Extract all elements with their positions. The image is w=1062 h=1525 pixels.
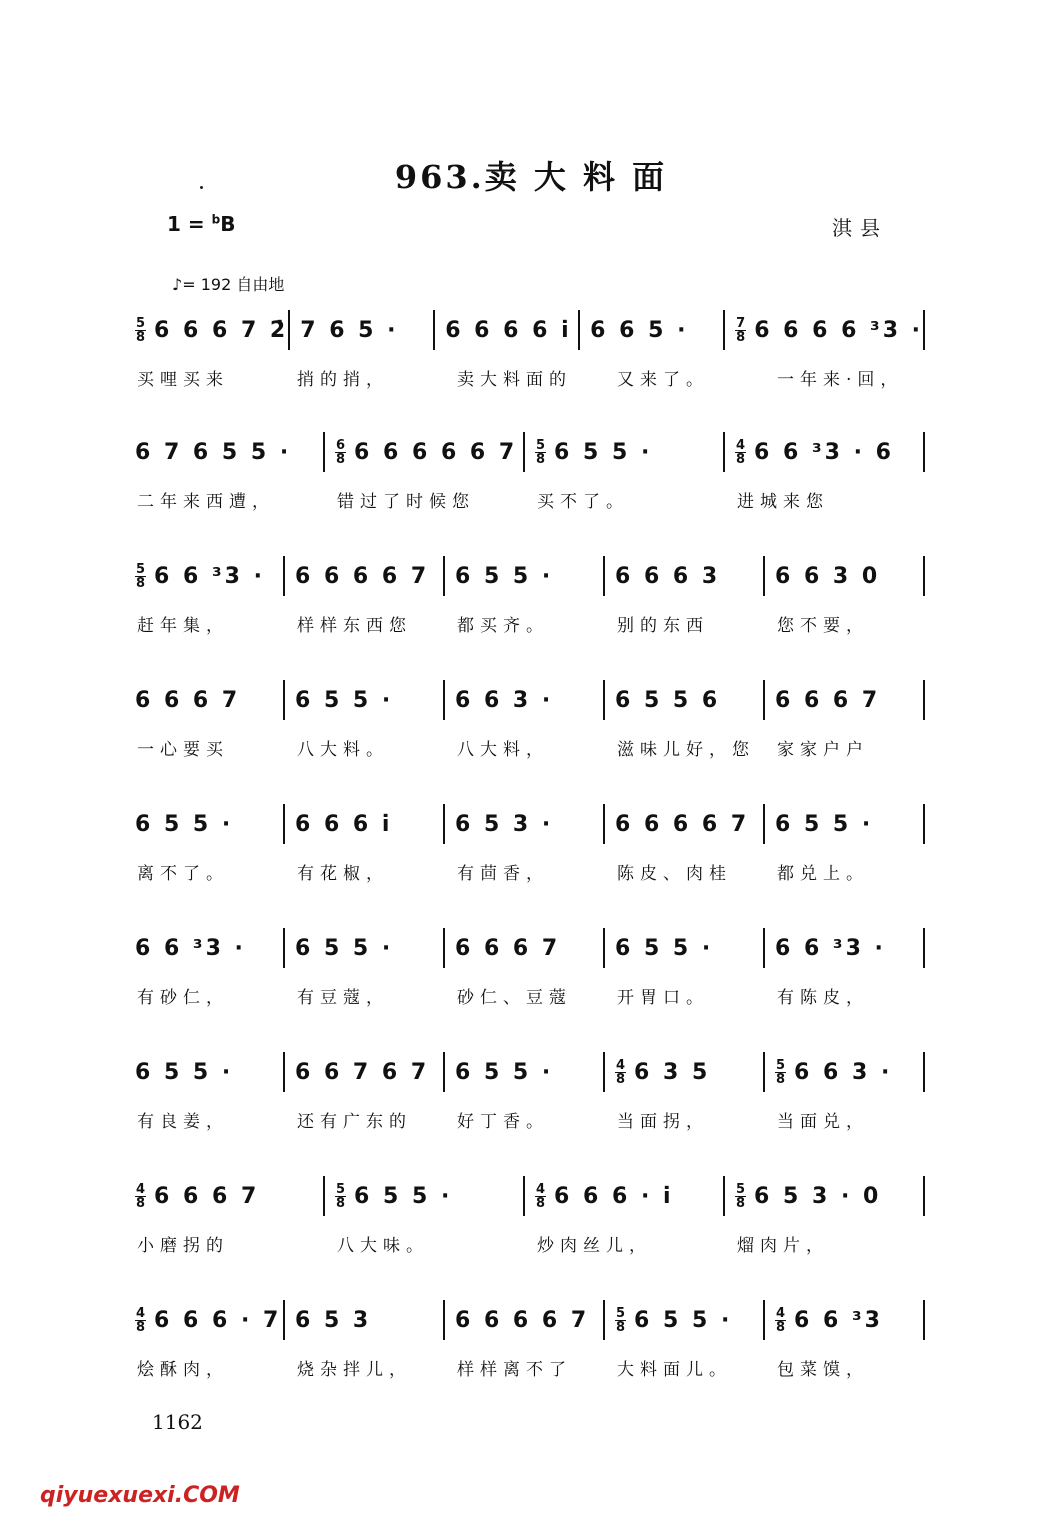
measure xyxy=(525,432,725,472)
measure xyxy=(725,432,925,472)
measure-notes: 6 5 5 · xyxy=(455,563,554,589)
score-system xyxy=(125,680,925,770)
lyric-segment: 又来了。 xyxy=(617,369,709,390)
measure-notes: 6 6 ³3 xyxy=(794,1307,883,1333)
time-sig-numerator: 4 xyxy=(136,1181,146,1197)
time-sig-denominator: 8 xyxy=(616,1319,626,1335)
measure xyxy=(525,1176,725,1216)
lyric-segment: 大料面儿。 xyxy=(617,1359,732,1380)
time-sig-numerator: 4 xyxy=(136,1305,146,1321)
measure xyxy=(605,1300,765,1340)
lyrics-row xyxy=(125,856,925,886)
score-system xyxy=(125,1176,925,1266)
lyric-segment: 陈皮、肉桂 xyxy=(617,863,732,884)
measure-notes: 6 5 5 · xyxy=(554,439,653,465)
lyric-segment: 买哩买来 xyxy=(137,369,229,390)
notes-row xyxy=(125,1300,925,1340)
time-sig-numerator: 5 xyxy=(616,1305,626,1321)
measure xyxy=(725,1176,925,1216)
lyric-segment: 烩酥肉， xyxy=(137,1359,229,1380)
time-sig-numerator: 5 xyxy=(536,437,546,453)
notes-row xyxy=(125,928,925,968)
time-signature xyxy=(775,1059,786,1086)
measure xyxy=(765,928,925,968)
time-signature xyxy=(335,439,346,466)
measure xyxy=(125,928,285,968)
lyric-segment: 还有广东的 xyxy=(297,1111,412,1132)
lyric-segment: 有花椒， xyxy=(297,863,389,884)
lyric-segment: 砂仁、豆蔻 xyxy=(457,987,572,1008)
time-signature xyxy=(775,1307,786,1334)
lyric-segment: 小磨拐的 xyxy=(137,1235,229,1256)
time-signature xyxy=(135,1183,146,1210)
lyric-segment: 八大味。 xyxy=(337,1235,429,1256)
lyric-segment: 一年来·回， xyxy=(777,369,904,390)
lyric-segment: 有茴香， xyxy=(457,863,549,884)
measure-notes: 6 6 6 6 i̇ xyxy=(445,317,572,343)
time-sig-denominator: 8 xyxy=(736,1195,746,1211)
measure xyxy=(765,1300,925,1340)
lyric-segment: 都买齐。 xyxy=(457,615,549,636)
lyric-segment: 错过了时候您 xyxy=(337,491,475,512)
measure xyxy=(125,1176,325,1216)
measure-notes: 6 6 3 · xyxy=(794,1059,893,1085)
lyrics-row xyxy=(125,362,925,392)
measure xyxy=(285,928,445,968)
region-label: 淇县 xyxy=(832,216,888,240)
measure xyxy=(325,1176,525,1216)
notes-row xyxy=(125,1176,925,1216)
measure-notes: 6 6 6 7 xyxy=(775,687,881,713)
measure-notes: 6 6 6 3 xyxy=(615,563,721,589)
time-sig-numerator: 5 xyxy=(776,1057,786,1073)
time-sig-numerator: 4 xyxy=(616,1057,626,1073)
measure-notes: 6 5 5 · xyxy=(135,1059,234,1085)
lyrics-row xyxy=(125,1104,925,1134)
measure xyxy=(605,680,765,720)
time-signature xyxy=(735,317,746,344)
measure xyxy=(765,556,925,596)
time-sig-denominator: 8 xyxy=(136,1195,146,1211)
notes-row xyxy=(125,310,925,350)
measure-notes: 6 5 5 · xyxy=(455,1059,554,1085)
time-signature xyxy=(735,1183,746,1210)
lyrics-row xyxy=(125,1352,925,1382)
time-sig-numerator: 5 xyxy=(736,1181,746,1197)
measure-notes: 6 6 6 i̇ xyxy=(295,811,393,837)
time-sig-denominator: 8 xyxy=(536,451,546,467)
measure-notes: 6 6 ³3 · xyxy=(135,935,246,961)
measure xyxy=(285,1052,445,1092)
notes-row xyxy=(125,680,925,720)
measure xyxy=(125,1300,285,1340)
time-sig-denominator: 8 xyxy=(736,451,746,467)
time-signature xyxy=(615,1059,626,1086)
lyric-segment: 别的东西 xyxy=(617,615,709,636)
measure-notes: 6 6 ³3 · xyxy=(154,563,265,589)
time-sig-numerator: 5 xyxy=(136,561,146,577)
time-signature xyxy=(135,563,146,590)
lyric-segment: 样样东西您 xyxy=(297,615,412,636)
measure-notes: 6 6 6 7 xyxy=(135,687,241,713)
lyric-segment: 当面兑， xyxy=(777,1111,869,1132)
lyric-segment: 有豆蔻， xyxy=(297,987,389,1008)
lyric-segment: 进城来您 xyxy=(737,491,829,512)
notes-row xyxy=(125,1052,925,1092)
measure-notes: 6 6 5 · xyxy=(590,317,689,343)
key-prefix: 1 = xyxy=(167,212,205,236)
page-number: 1162 xyxy=(152,1410,203,1434)
measure-notes: 7 6 5 · xyxy=(300,317,399,343)
score-system xyxy=(125,928,925,1018)
measure-notes: 6 6 6 · i̇ xyxy=(554,1183,674,1209)
notes-row xyxy=(125,432,925,472)
measure-notes: 6 6 6 7 xyxy=(455,935,561,961)
time-sig-denominator: 8 xyxy=(336,451,346,467)
score-system xyxy=(125,310,925,400)
measure xyxy=(285,556,445,596)
measure-notes: 6 5 3 xyxy=(295,1307,372,1333)
measure-notes: 6 6 3 0 xyxy=(775,563,881,589)
time-signature xyxy=(615,1307,626,1334)
time-sig-numerator: 7 xyxy=(736,315,746,331)
measure-notes: 6 5 5 · xyxy=(354,1183,453,1209)
notes-row xyxy=(125,804,925,844)
time-sig-numerator: 5 xyxy=(136,315,146,331)
measure xyxy=(445,556,605,596)
measure xyxy=(605,804,765,844)
lyric-segment: 赶年集， xyxy=(137,615,229,636)
time-signature xyxy=(535,439,546,466)
measure-notes: 6 6 6 6 ³3 · xyxy=(754,317,924,343)
lyric-segment: 一心要买 xyxy=(137,739,229,760)
lyrics-row xyxy=(125,1228,925,1258)
lyric-segment: 有陈皮， xyxy=(777,987,869,1008)
measure xyxy=(445,680,605,720)
time-signature xyxy=(135,317,146,344)
measure-notes: 6 7 6 5 5 · xyxy=(135,439,292,465)
measure-notes: 6 6 6 6 7 xyxy=(295,563,430,589)
measure xyxy=(125,432,325,472)
measure-notes: 6 6 6 6 7 xyxy=(615,811,750,837)
measure-notes: 6 6 6 6 7 xyxy=(455,1307,590,1333)
time-signature xyxy=(335,1183,346,1210)
measure xyxy=(290,310,435,350)
measure xyxy=(580,310,725,350)
lyric-segment: 样样离不了 xyxy=(457,1359,572,1380)
measure xyxy=(125,1052,285,1092)
time-sig-denominator: 8 xyxy=(136,575,146,591)
time-signature xyxy=(735,439,746,466)
lyric-segment: 八大料， xyxy=(457,739,549,760)
measure xyxy=(765,680,925,720)
measure-notes: 6 6 7 6 7 xyxy=(295,1059,430,1085)
score-system xyxy=(125,804,925,894)
measure-notes: 6 5 5 6 xyxy=(615,687,721,713)
measure xyxy=(765,804,925,844)
measure xyxy=(125,310,290,350)
time-sig-denominator: 8 xyxy=(736,329,746,345)
score-system xyxy=(125,1052,925,1142)
time-sig-denominator: 8 xyxy=(136,329,146,345)
lyric-segment: 捎的捎， xyxy=(297,369,389,390)
time-signature xyxy=(135,1307,146,1334)
measure xyxy=(285,680,445,720)
measure-notes: 6 6 ³3 · xyxy=(775,935,886,961)
measure-notes: 6 5 5 · xyxy=(295,935,394,961)
measure-notes: 6 5 5 · xyxy=(135,811,234,837)
measure xyxy=(125,804,285,844)
lyric-segment: 有砂仁， xyxy=(137,987,229,1008)
measure xyxy=(325,432,525,472)
lyric-segment: 二年来西遭， xyxy=(137,491,275,512)
time-sig-numerator: 4 xyxy=(776,1305,786,1321)
lyric-segment: 卖大料面的 xyxy=(457,369,572,390)
song-title: 963.卖 大 料 面 xyxy=(394,158,668,196)
lyrics-row xyxy=(125,608,925,638)
measure-notes: 6 5 5 · xyxy=(615,935,714,961)
lyric-segment: 家家户户 xyxy=(777,739,869,760)
measure xyxy=(285,804,445,844)
measure-notes: 6 5 5 · xyxy=(295,687,394,713)
score-system xyxy=(125,1300,925,1390)
time-sig-numerator: 4 xyxy=(736,437,746,453)
time-sig-denominator: 8 xyxy=(776,1071,786,1087)
lyrics-row xyxy=(125,980,925,1010)
lyric-segment: 八大料。 xyxy=(297,739,389,760)
measure xyxy=(125,680,285,720)
measure xyxy=(285,1300,445,1340)
key-note: B xyxy=(220,212,236,236)
score-system xyxy=(125,432,925,522)
time-signature xyxy=(535,1183,546,1210)
time-sig-denominator: 8 xyxy=(536,1195,546,1211)
measure xyxy=(445,928,605,968)
measure-notes: 6 6 ³3 · 6 xyxy=(754,439,894,465)
measure-notes: 6 5 5 · xyxy=(634,1307,733,1333)
notes-row xyxy=(125,556,925,596)
measure xyxy=(445,1300,605,1340)
score-system xyxy=(125,556,925,646)
time-sig-denominator: 8 xyxy=(136,1319,146,1335)
lyric-segment: 烧杂拌儿， xyxy=(297,1359,412,1380)
measure-notes: 6 3 5 xyxy=(634,1059,711,1085)
measure-notes: 6 5 3 · xyxy=(455,811,554,837)
key-signature xyxy=(167,212,235,236)
lyric-segment: 都兑上。 xyxy=(777,863,869,884)
lyric-segment: 包菜馍， xyxy=(777,1359,869,1380)
lyrics-row xyxy=(125,484,925,514)
lyric-segment: 滋味儿好，您 xyxy=(617,739,755,760)
measure xyxy=(435,310,580,350)
time-sig-denominator: 8 xyxy=(336,1195,346,1211)
lyric-segment: 当面拐， xyxy=(617,1111,709,1132)
measure-notes: 6 6 3 · xyxy=(455,687,554,713)
lyric-segment: 离不了。 xyxy=(137,863,229,884)
measure-notes: 6 6 6 7 xyxy=(154,1183,260,1209)
measure-notes: 6 5 3 · 0 xyxy=(754,1183,882,1209)
lyric-segment: 好丁香。 xyxy=(457,1111,549,1132)
lyrics-row xyxy=(125,732,925,762)
measure xyxy=(765,1052,925,1092)
measure xyxy=(445,1052,605,1092)
lyric-segment: 您不要， xyxy=(777,615,869,636)
time-sig-numerator: 5 xyxy=(336,1181,346,1197)
time-sig-numerator: 4 xyxy=(536,1181,546,1197)
time-sig-denominator: 8 xyxy=(776,1319,786,1335)
measure xyxy=(605,556,765,596)
measure-notes: 6 6 6 6 6 7 xyxy=(354,439,518,465)
watermark: qiyuexuexi.COM xyxy=(40,1483,240,1508)
measure-notes: 6 6 6 · 7 xyxy=(154,1307,282,1333)
tempo-marking: ♪= 192 自由地 xyxy=(172,275,285,294)
lyric-segment: 熘肉片， xyxy=(737,1235,829,1256)
measure-notes: 6 6 6 7 2̇ xyxy=(154,317,289,343)
measure xyxy=(125,556,285,596)
key-flat: b xyxy=(211,212,221,227)
lyric-segment: 炒肉丝儿， xyxy=(537,1235,652,1256)
lyric-segment: 开胃口。 xyxy=(617,987,709,1008)
measure xyxy=(445,804,605,844)
time-sig-denominator: 8 xyxy=(616,1071,626,1087)
measure xyxy=(605,928,765,968)
measure-notes: 6 5 5 · xyxy=(775,811,874,837)
measure xyxy=(605,1052,765,1092)
lyric-segment: 买不了。 xyxy=(537,491,629,512)
measure xyxy=(725,310,925,350)
time-sig-numerator: 6 xyxy=(336,437,346,453)
lyric-segment: 有良姜， xyxy=(137,1111,229,1132)
